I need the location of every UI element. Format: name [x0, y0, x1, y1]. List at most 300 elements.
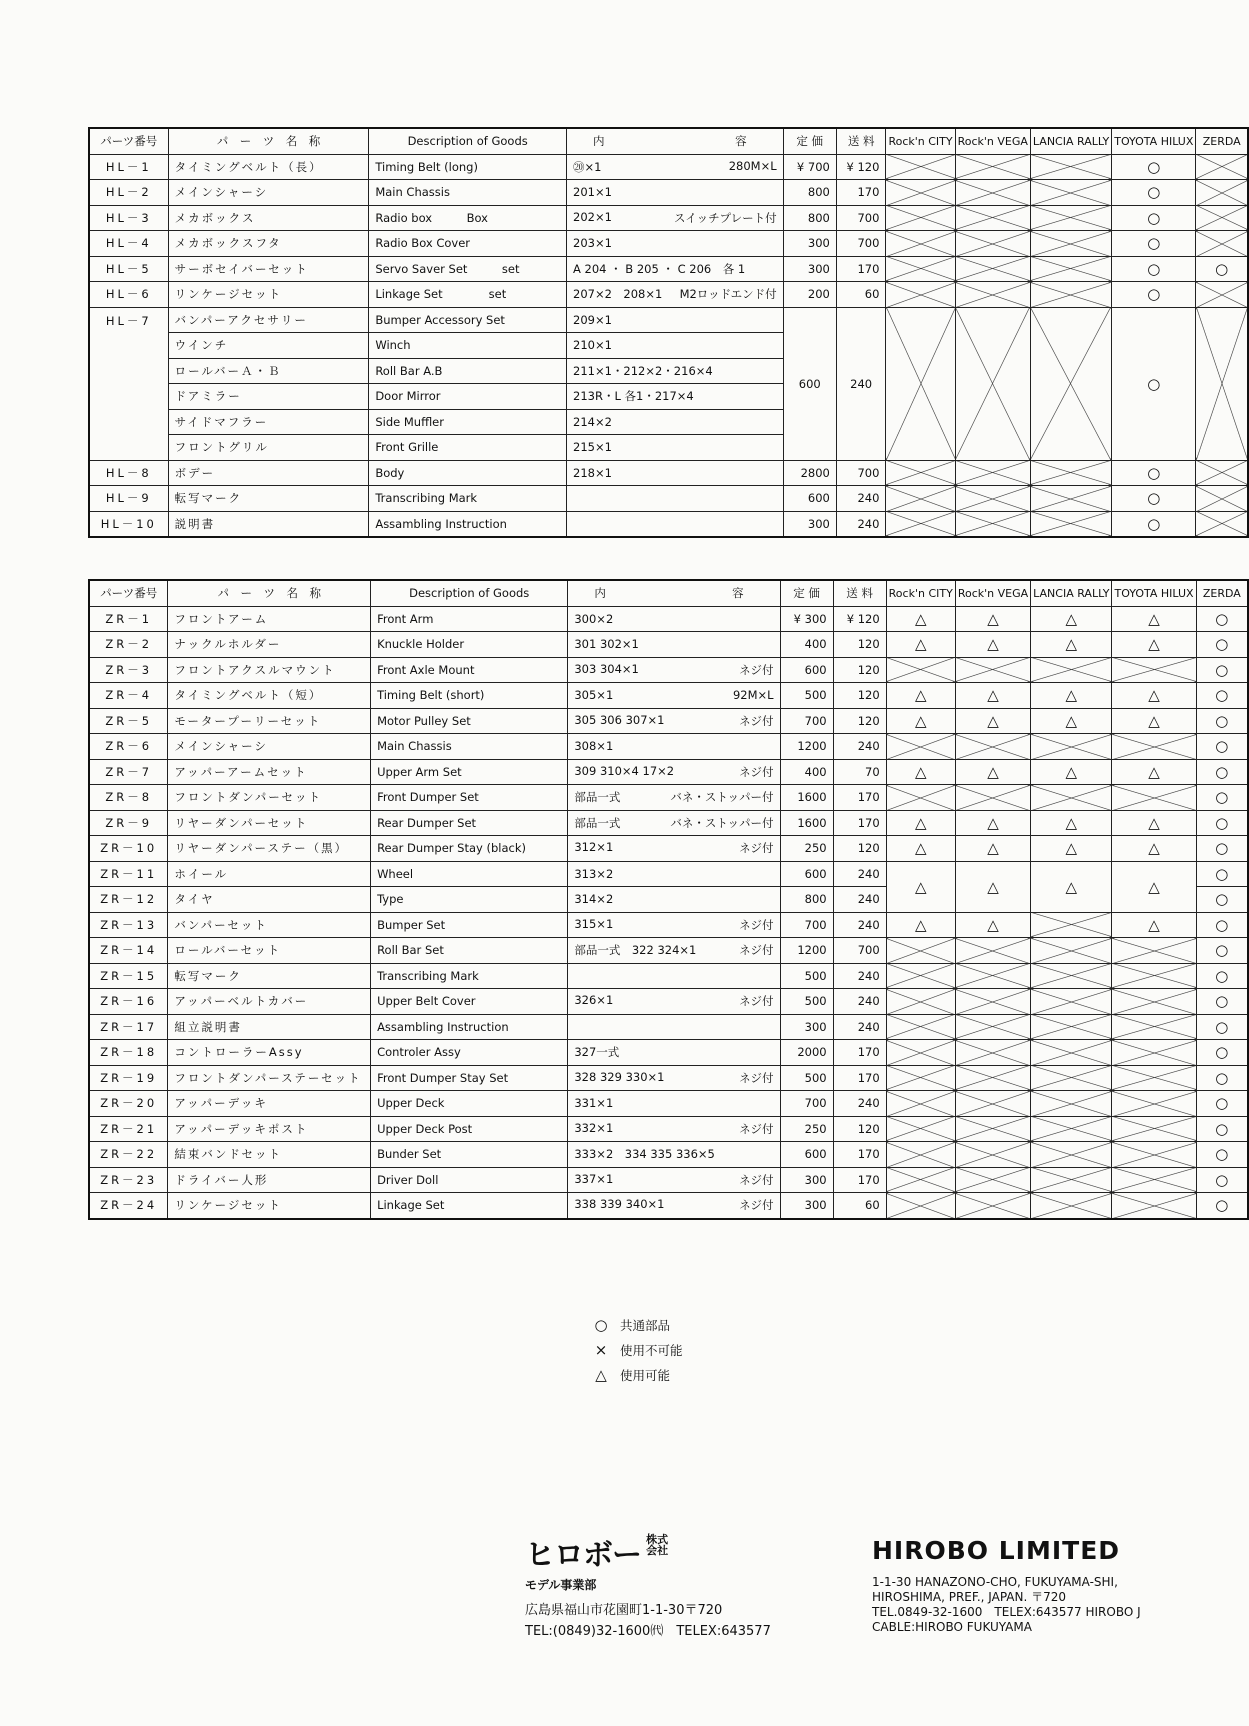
part-number: ZR－24 — [89, 1193, 168, 1219]
price-cell: 300 — [780, 1167, 833, 1193]
unavailable-cross-cell — [955, 938, 1030, 964]
shipping-cell: 240 — [833, 887, 886, 913]
contents-cell — [568, 810, 780, 836]
triangle-icon: △ — [1148, 635, 1160, 654]
compat-cell — [1196, 1091, 1248, 1117]
price-cell: 600 — [780, 657, 833, 683]
unavailable-cross-cell — [886, 511, 955, 537]
table-row — [89, 1040, 1248, 1066]
header-description: Description of Goods — [369, 128, 567, 154]
price-cell: 1200 — [780, 938, 833, 964]
part-description: Roll Bar A.B — [369, 358, 567, 384]
shipping-cell: 170 — [836, 180, 886, 206]
compat-cell — [955, 632, 1030, 658]
part-description: Bumper Set — [371, 912, 568, 938]
triangle-icon: △ — [1065, 877, 1078, 896]
triangle-icon: △ — [914, 609, 927, 628]
compat-cell — [886, 759, 955, 785]
price-cell: 600 — [783, 307, 836, 460]
triangle-icon: △ — [914, 839, 927, 858]
part-name-jp: ドライバー人形 — [168, 1167, 371, 1193]
shipping-cell: 60 — [836, 282, 886, 308]
contents-main: 312×1 — [574, 840, 614, 855]
circle-icon: ○ — [1215, 813, 1229, 832]
unavailable-cross-cell — [1112, 1014, 1196, 1040]
compat-cell — [1196, 734, 1248, 760]
price-cell: 2000 — [780, 1040, 833, 1066]
compat-cell — [1196, 1193, 1248, 1219]
part-description: Servo Saver Set set — [369, 256, 567, 282]
compat-cell — [1031, 861, 1112, 912]
unavailable-cross-cell — [955, 205, 1030, 231]
unavailable-cross-cell — [1112, 657, 1196, 683]
part-number: HL－5 — [89, 256, 168, 282]
contents-main: A 204 ・ B 205 ・ C 206 各 1 — [573, 261, 746, 276]
compat-cell — [1112, 810, 1196, 836]
unavailable-cross-cell — [1112, 1040, 1196, 1066]
circle-icon: ○ — [1215, 609, 1229, 628]
circle-icon: ○ — [1215, 1170, 1229, 1189]
triangle-icon: △ — [987, 609, 999, 628]
company-address-jp: 広島県福山市花園町1-1-30〒720 — [525, 1603, 723, 1618]
unavailable-cross-cell — [1030, 256, 1111, 282]
contents-main: 332×1 — [574, 1120, 614, 1135]
part-name-jp: メインシャーシ — [168, 180, 369, 206]
compat-cell — [1196, 708, 1248, 734]
unavailable-cross-cell — [955, 785, 1030, 811]
triangle-icon: △ — [1065, 813, 1078, 832]
part-name-jp: ドアミラー — [168, 384, 369, 410]
compat-cell — [1112, 154, 1196, 180]
compat-cell — [1196, 683, 1248, 709]
unavailable-cross-cell — [886, 486, 955, 512]
shipping-cell: 170 — [833, 785, 886, 811]
triangle-icon: △ — [1148, 609, 1160, 628]
shipping-cell: 240 — [833, 963, 886, 989]
price-cell: 700 — [780, 912, 833, 938]
unavailable-cross-cell — [955, 1091, 1030, 1117]
compat-cell — [1112, 861, 1196, 912]
triangle-icon: △ — [914, 686, 927, 705]
contents-main: 300×2 — [574, 611, 614, 626]
triangle-icon: △ — [1065, 711, 1078, 730]
unavailable-cross-cell — [1196, 460, 1248, 486]
shipping-cell: 240 — [833, 912, 886, 938]
unavailable-cross-cell — [886, 1142, 955, 1168]
header-shipping: 送 料 — [836, 128, 886, 154]
part-name-jp: フロントダンパーステーセット — [168, 1065, 371, 1091]
part-name-jp: サーボセイバーセット — [168, 256, 369, 282]
shipping-cell: 700 — [836, 460, 886, 486]
compat-cell — [1112, 486, 1196, 512]
unavailable-cross-cell — [1031, 1065, 1112, 1091]
part-description: Assambling Instruction — [371, 1014, 568, 1040]
part-name-jp: モータープーリーセット — [168, 708, 371, 734]
contents-cell — [568, 989, 780, 1015]
unavailable-cross-cell — [1031, 734, 1112, 760]
unavailable-cross-cell — [886, 282, 955, 308]
compat-cell — [1112, 606, 1196, 632]
table-row — [89, 912, 1248, 938]
unavailable-cross-cell — [886, 1014, 955, 1040]
compat-cell — [1196, 912, 1248, 938]
circle-icon: ○ — [1215, 1196, 1229, 1215]
unavailable-cross-cell — [955, 1014, 1030, 1040]
table-row — [89, 657, 1248, 683]
unavailable-cross-cell — [955, 256, 1030, 282]
contents-main: 305 306 307×1 — [574, 712, 665, 727]
contents-note: ネジ付 — [739, 1198, 774, 1213]
part-description: Motor Pulley Set — [371, 708, 568, 734]
contents-note: ネジ付 — [739, 994, 774, 1009]
circle-icon: ○ — [1215, 1043, 1229, 1062]
contents-note: バネ・ストッパー付 — [670, 790, 774, 805]
contents-cell — [567, 384, 784, 410]
part-name-jp: バンパーアクセサリー — [168, 307, 369, 333]
part-number: ZR－2 — [89, 632, 168, 658]
contents-main: 部品一式 — [574, 790, 621, 805]
compat-cell — [955, 861, 1030, 912]
part-description: Winch — [369, 333, 567, 359]
compat-cell — [1112, 282, 1196, 308]
shipping-cell: 240 — [836, 307, 886, 460]
unavailable-cross-cell — [1031, 1167, 1112, 1193]
compat-cell — [1112, 708, 1196, 734]
compat-cell — [1196, 1116, 1248, 1142]
header-price: 定 価 — [783, 128, 836, 154]
unavailable-cross-cell — [1112, 1065, 1196, 1091]
contents-cell — [567, 256, 784, 282]
contents-note: ネジ付 — [739, 713, 774, 728]
compat-cell — [1196, 989, 1248, 1015]
header-part-no: パーツ番号 — [89, 128, 168, 154]
table-row — [89, 708, 1248, 734]
compat-cell — [1196, 963, 1248, 989]
unavailable-cross-cell — [955, 734, 1030, 760]
price-cell: 300 — [780, 1014, 833, 1040]
part-description: Timing Belt (short) — [371, 683, 568, 709]
compat-cell — [1196, 1065, 1248, 1091]
contents-cell — [568, 1116, 780, 1142]
compat-cell — [1031, 836, 1112, 862]
compat-cell — [1031, 632, 1112, 658]
unavailable-cross-cell — [955, 154, 1030, 180]
compat-cell — [955, 810, 1030, 836]
unavailable-cross-cell — [886, 938, 955, 964]
compat-cell — [955, 836, 1030, 862]
contents-cell — [567, 154, 784, 180]
circle-icon: ○ — [1215, 762, 1229, 781]
part-description: Rear Dumper Set — [371, 810, 568, 836]
price-cell: 700 — [780, 708, 833, 734]
table-row — [89, 810, 1248, 836]
part-number: ZR－7 — [89, 759, 168, 785]
contents-note: スイッチプレート付 — [674, 210, 777, 225]
circle-icon: ○ — [1147, 157, 1161, 176]
circle-icon: ○ — [1147, 463, 1161, 482]
part-description: Knuckle Holder — [371, 632, 568, 658]
triangle-icon: △ — [1148, 686, 1160, 705]
triangle-icon: △ — [1065, 686, 1078, 705]
contents-cell — [568, 1167, 780, 1193]
shipping-cell: 60 — [833, 1193, 886, 1219]
contents-cell — [568, 1014, 780, 1040]
part-number: ZR－10 — [89, 836, 168, 862]
circle-icon: ○ — [1147, 514, 1161, 533]
unavailable-cross-cell — [1196, 282, 1248, 308]
price-cell: 300 — [783, 256, 836, 282]
unavailable-cross-cell — [1030, 231, 1111, 257]
price-cell: 800 — [783, 205, 836, 231]
unavailable-cross-cell — [886, 460, 955, 486]
unavailable-cross-cell — [1112, 989, 1196, 1015]
part-number: ZR－14 — [89, 938, 168, 964]
part-name-jp: メインシャーシ — [168, 734, 371, 760]
contents-main: 314×2 — [574, 892, 614, 907]
contents-main: 301 302×1 — [574, 637, 639, 652]
header-description: Description of Goods — [371, 580, 568, 606]
unavailable-cross-cell — [1031, 1014, 1112, 1040]
contents-cell — [568, 734, 780, 760]
triangle-icon: △ — [1148, 877, 1160, 896]
unavailable-cross-cell — [886, 1167, 955, 1193]
table-row — [89, 938, 1248, 964]
triangle-icon: △ — [914, 877, 927, 896]
unavailable-cross-cell — [1031, 989, 1112, 1015]
triangle-icon: △ — [914, 915, 927, 934]
part-description: Front Grille — [369, 435, 567, 461]
unavailable-cross-cell — [955, 1116, 1030, 1142]
header-shipping: 送 料 — [833, 580, 886, 606]
circle-icon: ○ — [1147, 259, 1161, 278]
part-name-jp: 組立説明書 — [168, 1014, 371, 1040]
part-description: Driver Doll — [371, 1167, 568, 1193]
header-car-1: Rock'n CITY — [886, 580, 955, 606]
header-contents: 内 容 — [568, 580, 780, 606]
part-description: Linkage Set — [371, 1193, 568, 1219]
contents-main: 部品一式 322 324×1 — [574, 943, 697, 958]
compat-cell — [1196, 606, 1248, 632]
unavailable-cross-cell — [955, 180, 1030, 206]
shipping-cell: 120 — [833, 1116, 886, 1142]
part-name-jp: フロントアクスルマウント — [168, 657, 371, 683]
shipping-cell: 700 — [833, 938, 886, 964]
triangle-icon: △ — [1148, 711, 1160, 730]
contents-main: 326×1 — [574, 993, 614, 1008]
shipping-cell: 240 — [836, 486, 886, 512]
shipping-cell: 170 — [833, 1167, 886, 1193]
compat-cell — [886, 912, 955, 938]
unavailable-cross-cell — [1196, 180, 1248, 206]
contents-cell — [567, 180, 784, 206]
compat-cell — [1196, 1040, 1248, 1066]
header-car-4: TOYOTA HILUX — [1112, 128, 1196, 154]
part-name-jp: アッパーデッキポスト — [168, 1116, 371, 1142]
table-row — [89, 1193, 1248, 1219]
part-description: Assambling Instruction — [369, 511, 567, 537]
price-cell: 700 — [780, 1091, 833, 1117]
shipping-cell: 170 — [836, 256, 886, 282]
contents-cell — [568, 606, 780, 632]
contents-cell — [567, 231, 784, 257]
part-description: Type — [371, 887, 568, 913]
part-number: ZR－8 — [89, 785, 168, 811]
compat-cell — [1196, 1142, 1248, 1168]
triangle-icon: △ — [1148, 915, 1160, 934]
compat-cell — [1196, 632, 1248, 658]
compat-cell — [1031, 759, 1112, 785]
contents-main: 313×2 — [574, 866, 614, 881]
part-number: ZR－1 — [89, 606, 168, 632]
shipping-cell: 170 — [833, 1065, 886, 1091]
shipping-cell: 240 — [833, 734, 886, 760]
contents-cell — [567, 282, 784, 308]
table-row — [89, 734, 1248, 760]
price-cell: 2800 — [783, 460, 836, 486]
circle-icon: ○ — [1215, 966, 1229, 985]
unavailable-cross-cell — [1196, 231, 1248, 257]
contents-main: 337×1 — [574, 1171, 614, 1186]
circle-icon: ○ — [1147, 374, 1161, 393]
part-number: ZR－23 — [89, 1167, 168, 1193]
contents-note: ネジ付 — [739, 1121, 774, 1136]
price-cell: ¥ 300 — [780, 606, 833, 632]
part-number: ZR－22 — [89, 1142, 168, 1168]
unavailable-cross-cell — [1112, 963, 1196, 989]
unavailable-cross-cell — [886, 1193, 955, 1219]
unavailable-cross-cell — [1030, 307, 1111, 460]
compat-cell — [886, 836, 955, 862]
shipping-cell: 240 — [833, 989, 886, 1015]
contents-cell — [568, 785, 780, 811]
unavailable-cross-cell — [1031, 1116, 1112, 1142]
shipping-cell: 240 — [833, 1091, 886, 1117]
zr-parts-table — [88, 579, 1249, 1220]
shipping-cell: 170 — [833, 1040, 886, 1066]
compat-cell — [1112, 205, 1196, 231]
shipping-cell: 120 — [833, 657, 886, 683]
part-name-jp: フロントアーム — [168, 606, 371, 632]
shipping-cell: 120 — [833, 708, 886, 734]
unavailable-cross-cell — [886, 963, 955, 989]
triangle-icon: △ — [1065, 609, 1078, 628]
part-description: Wheel — [371, 861, 568, 887]
table-row — [89, 861, 1248, 887]
contents-cell — [568, 912, 780, 938]
unavailable-cross-cell — [886, 307, 955, 460]
part-number: ZR－19 — [89, 1065, 168, 1091]
part-description: Upper Deck — [371, 1091, 568, 1117]
part-name-jp: フロントグリル — [168, 435, 369, 461]
part-name-jp: ロールバーセット — [168, 938, 371, 964]
contents-cell — [568, 1065, 780, 1091]
header-car-4: TOYOTA HILUX — [1112, 580, 1196, 606]
contents-cell — [568, 861, 780, 887]
part-number: ZR－18 — [89, 1040, 168, 1066]
table-row — [89, 1116, 1248, 1142]
part-name-jp: 転写マーク — [168, 963, 371, 989]
unavailable-cross-cell — [1112, 938, 1196, 964]
part-name-jp: 説明書 — [168, 511, 369, 537]
price-cell: 300 — [783, 231, 836, 257]
part-number: ZR－6 — [89, 734, 168, 760]
price-cell: 500 — [780, 989, 833, 1015]
triangle-icon: △ — [987, 635, 999, 654]
part-number: ZR－4 — [89, 683, 168, 709]
part-number: ZR－11 — [89, 861, 168, 887]
contents-note: ネジ付 — [739, 917, 774, 932]
unavailable-cross-cell — [1196, 511, 1248, 537]
contents-main: 部品一式 — [574, 815, 621, 830]
unavailable-cross-cell — [1030, 154, 1111, 180]
price-cell: 1200 — [780, 734, 833, 760]
circle-icon: ○ — [1215, 839, 1229, 858]
header-price: 定 価 — [780, 580, 833, 606]
part-name-jp: リンケージセット — [168, 282, 369, 308]
shipping-cell: 120 — [833, 632, 886, 658]
shipping-cell: 70 — [833, 759, 886, 785]
contents-cell — [568, 887, 780, 913]
price-cell: 500 — [780, 683, 833, 709]
header-car-5: ZERDA — [1196, 128, 1248, 154]
compat-cell — [1196, 657, 1248, 683]
compat-cell — [1196, 1167, 1248, 1193]
triangle-icon: △ — [914, 762, 927, 781]
part-number: ZR－16 — [89, 989, 168, 1015]
table-row — [89, 963, 1248, 989]
shipping-cell: 240 — [836, 511, 886, 537]
contents-cell — [567, 511, 784, 537]
contents-cell — [567, 460, 784, 486]
table-row — [89, 460, 1248, 486]
contents-cell — [568, 836, 780, 862]
circle-icon: ○ — [1215, 1068, 1229, 1087]
compat-cell — [1196, 861, 1248, 887]
compat-cell — [1112, 256, 1196, 282]
header-car-1: Rock'n CITY — [886, 128, 955, 154]
compat-cell — [955, 683, 1030, 709]
circle-icon: ○ — [1147, 183, 1161, 202]
hl-header-row — [89, 128, 1248, 154]
price-cell: 1600 — [780, 810, 833, 836]
part-name-jp: リヤーダンパーセット — [168, 810, 371, 836]
part-number: HL－9 — [89, 486, 168, 512]
unavailable-cross-cell — [1030, 460, 1111, 486]
price-cell: 1600 — [780, 785, 833, 811]
part-name-jp: メカボックス — [168, 205, 369, 231]
unavailable-cross-cell — [1030, 486, 1111, 512]
table-row — [89, 1014, 1248, 1040]
contents-cell — [567, 205, 784, 231]
unavailable-cross-cell — [1196, 205, 1248, 231]
part-number: HL－3 — [89, 205, 168, 231]
shipping-cell: 700 — [836, 231, 886, 257]
circle-icon: ○ — [1215, 1145, 1229, 1164]
price-cell: 300 — [780, 1193, 833, 1219]
unavailable-cross-cell — [1112, 785, 1196, 811]
table-row — [89, 759, 1248, 785]
part-description: Side Muffler — [369, 409, 567, 435]
unavailable-cross-cell — [1196, 486, 1248, 512]
compat-cell — [1196, 785, 1248, 811]
part-number: ZR－21 — [89, 1116, 168, 1142]
price-cell: 400 — [780, 632, 833, 658]
unavailable-cross-cell — [1030, 180, 1111, 206]
shipping-cell: 170 — [833, 810, 886, 836]
circle-icon: ○ — [1215, 1094, 1229, 1113]
header-car-2: Rock'n VEGA — [955, 580, 1030, 606]
part-name-jp: 結束バンドセット — [168, 1142, 371, 1168]
